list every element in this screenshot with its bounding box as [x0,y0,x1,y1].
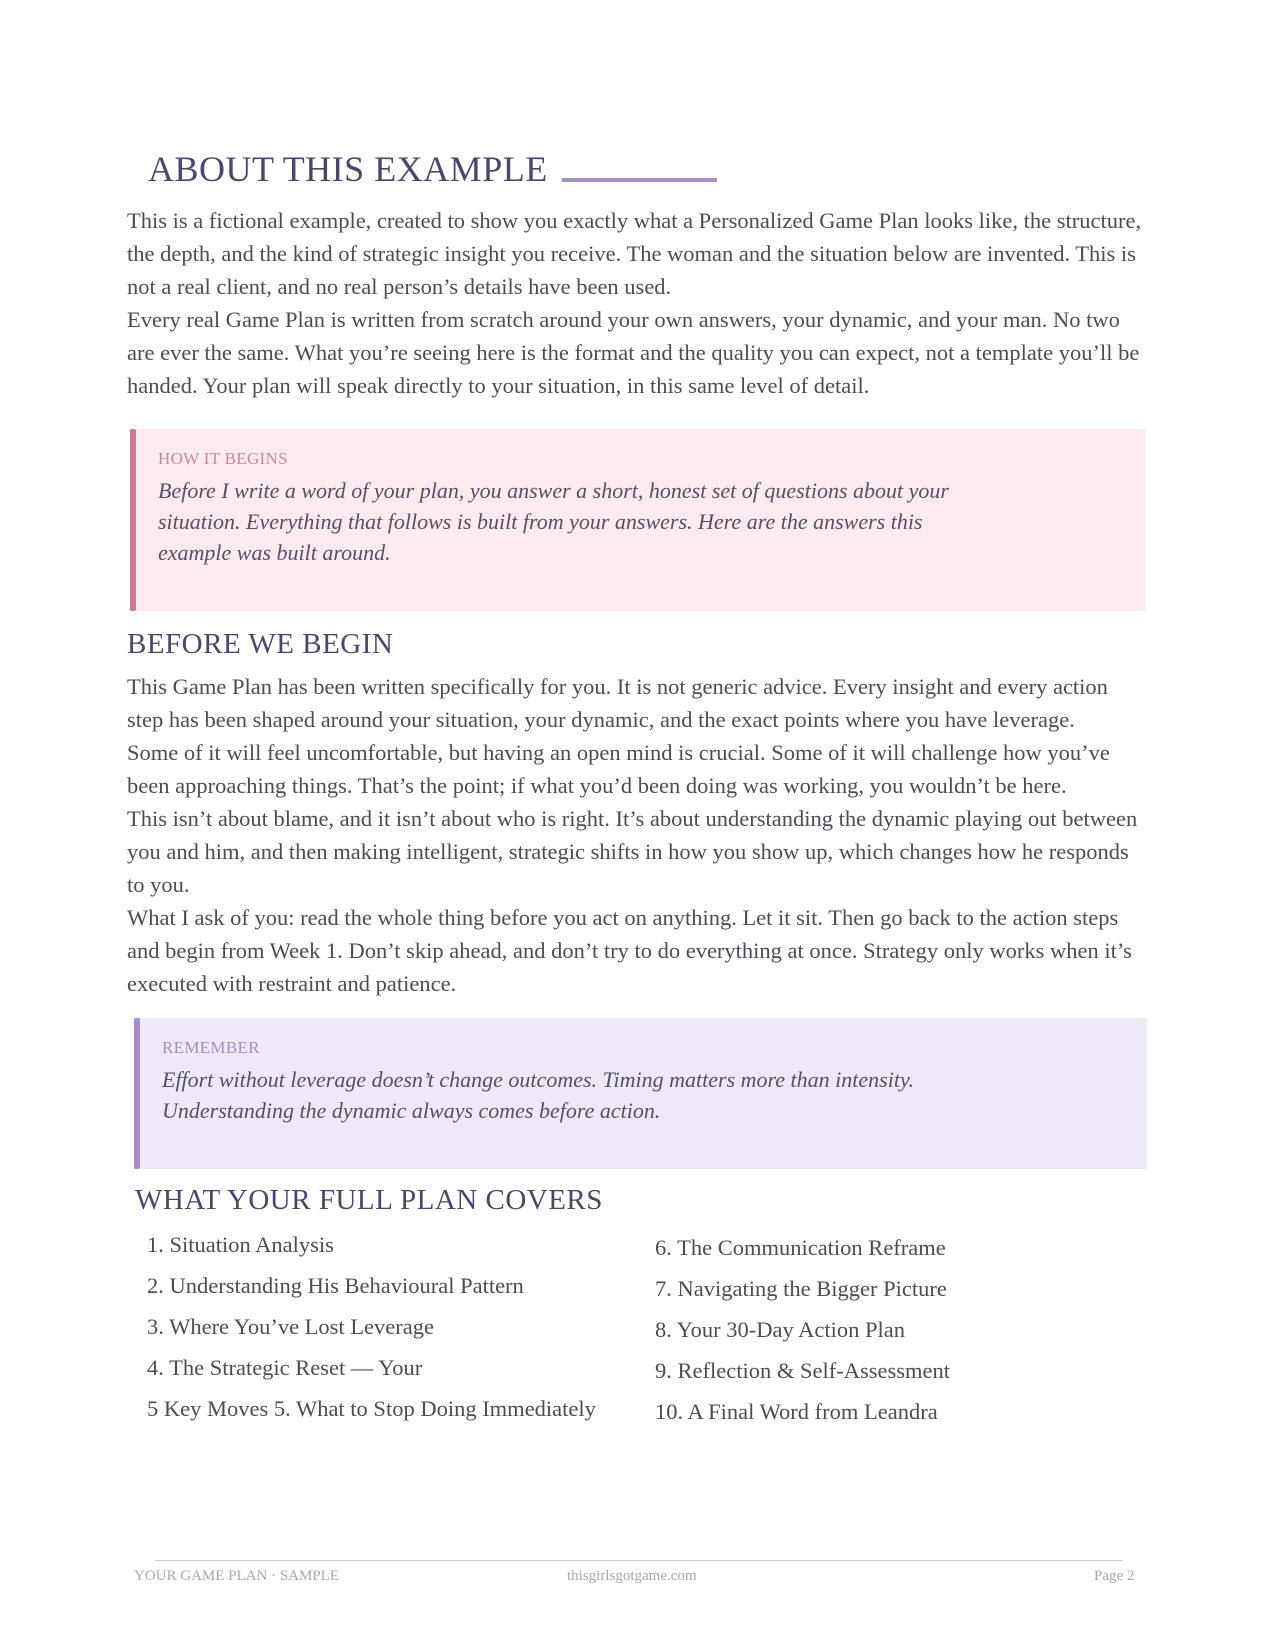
before-text [127,670,1147,1000]
plan-item: 2. Understanding His Behavioural Pattern [147,1273,524,1298]
remember-callout [134,1018,1147,1169]
before-paragraph-2: Some of it will feel uncomfortable, but having an open mind is crucial. Some of it will challenge how you’ve been approaching things. That’s the point; if what you’d been doing was working, you wouldn’t be here. [127,740,1110,798]
footer-page-number: Page 2 [1094,1568,1135,1584]
plan-covers-heading: WHAT YOUR FULL PLAN COVERS [135,1184,603,1216]
footer-rule [155,1560,1123,1561]
plan-item: 9. Reflection & Self-Assessment [655,1358,950,1383]
plan-item: 7. Navigating the Bigger Picture [655,1276,947,1301]
callout-accent-bar [134,1018,140,1169]
plan-list-right [655,1227,950,1432]
callout-text: Before I write a word of your plan, you answer a short, honest set of questions about your situation. Everything that follows is built from your answers. Here are the answers this example was built around. [158,478,949,565]
plan-item: 3. Where You’ve Lost Leverage [147,1314,434,1339]
heading-accent-rule [562,178,717,182]
callout-accent-bar [130,429,136,611]
plan-item: 6. The Communication Reframe [655,1235,946,1260]
plan-list-left [147,1224,596,1429]
before-paragraph-3: This isn’t about blame, and it isn’t about who is right. It’s about understanding the dynamic playing out between you and him, and then making intelligent, strategic shifts in how you show up, which changes how he responds to you. [127,806,1138,897]
callout-label: HOW IT BEGINS [158,449,288,468]
before-paragraph-4: What I ask of you: read the whole thing before you act on anything. Let it sit. Then go back to the action steps and begin from Week 1. Don’t skip ahead, and don’t try to do everything at once. Strategy only works when it’s executed with restraint and patience. [127,905,1132,996]
callout-label: REMEMBER [162,1038,260,1057]
how-it-begins-callout [130,429,1145,611]
plan-item: 10. A Final Word from Leandra [655,1399,938,1424]
plan-item: 1. Situation Analysis [147,1232,334,1257]
about-paragraph-1: This is a fictional example, created to show you exactly what a Personalized Game Plan looks like, the structure, the depth, and the kind of strategic insight you receive. The woman and the situation below are invented. This is not a real client, and no real person’s details have been used. [127,208,1142,299]
footer-title: YOUR GAME PLAN · SAMPLE [134,1568,340,1584]
plan-item: 4. The Strategic Reset — Your [147,1355,423,1380]
about-heading: ABOUT THIS EXAMPLE [148,149,548,189]
before-paragraph-1: This Game Plan has been written specifically for you. It is not generic advice. Every insight and every action step has been shaped around your situation, your dynamic, and the exact points where you have leverage. [127,674,1108,732]
plan-item: 8. Your 30-Day Action Plan [655,1317,906,1342]
footer-website: thisgirlsgotgame.com [567,1568,697,1584]
callout-text: Effort without leverage doesn’t change outcomes. Timing matters more than intensity. Understanding the dynamic always comes before action. [162,1067,914,1123]
plan-item: 5 Key Moves 5. What to Stop Doing Immediately [147,1396,596,1421]
about-text [127,204,1147,402]
about-paragraph-2: Every real Game Plan is written from scratch around your own answers, your dynamic, and your man. No two are ever the same. What you’re seeing here is the format and the quality you can expect, not a template you’ll be handed. Your plan will speak directly to your situation, in this same level of detail. [127,307,1140,398]
before-we-begin-heading: BEFORE WE BEGIN [127,628,394,660]
